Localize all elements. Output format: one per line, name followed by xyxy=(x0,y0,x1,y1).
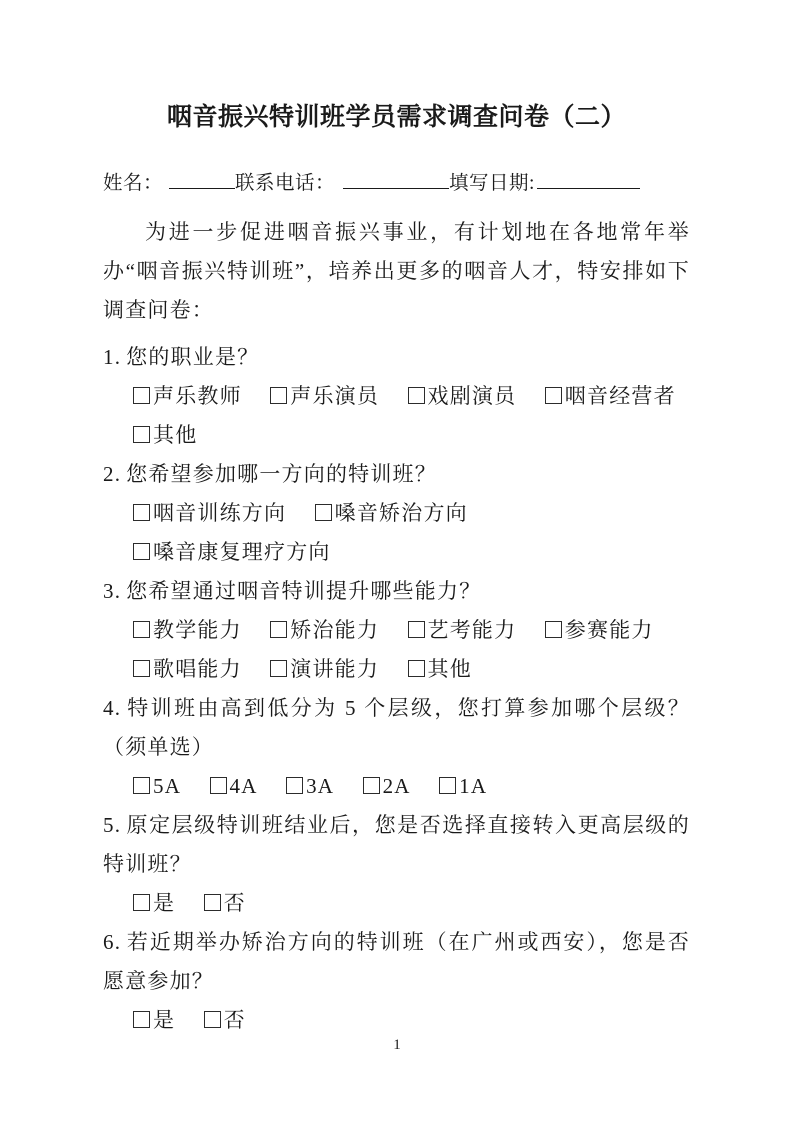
checkbox-option-label: 4A xyxy=(229,774,258,798)
question-5-options-row-1 xyxy=(103,884,690,923)
checkbox-icon[interactable] xyxy=(133,543,150,560)
question-1-number: 1. xyxy=(103,345,122,369)
checkbox-icon[interactable] xyxy=(363,777,380,794)
question-5 xyxy=(103,806,690,923)
checkbox-option[interactable] xyxy=(133,533,331,572)
question-3-options-row-2 xyxy=(103,650,690,689)
checkbox-icon[interactable] xyxy=(408,621,425,638)
phone-field-label: 联系电话： xyxy=(235,173,336,194)
question-1-label: 您的职业是？ xyxy=(126,345,260,369)
question-6-number: 6. xyxy=(103,930,122,954)
question-4-options-row-1 xyxy=(103,767,690,806)
checkbox-icon[interactable] xyxy=(133,660,150,677)
question-5-number: 5. xyxy=(103,813,122,837)
question-3-options-row-1 xyxy=(103,611,690,650)
checkbox-icon[interactable] xyxy=(210,777,227,794)
checkbox-icon[interactable] xyxy=(204,1011,221,1028)
question-2-number: 2. xyxy=(103,462,122,486)
checkbox-option-label: 是 xyxy=(153,891,176,915)
checkbox-option-label: 声乐演员 xyxy=(290,384,380,408)
date-field-label: 填写日期: xyxy=(449,173,535,194)
checkbox-icon[interactable] xyxy=(133,894,150,911)
date-blank-field[interactable] xyxy=(537,166,640,189)
question-4-number: 4. xyxy=(103,696,122,720)
questions-section xyxy=(103,338,690,1040)
checkbox-option[interactable] xyxy=(133,416,197,455)
checkbox-option[interactable] xyxy=(408,377,517,416)
question-4-label: 特训班由高到低分为 5 个层级，您打算参加哪个层级？（须单选） xyxy=(103,696,690,759)
checkbox-icon[interactable] xyxy=(408,387,425,404)
checkbox-icon[interactable] xyxy=(270,660,287,677)
question-3-text xyxy=(103,572,690,611)
checkbox-icon[interactable] xyxy=(133,504,150,521)
checkbox-icon[interactable] xyxy=(545,387,562,404)
question-6-text xyxy=(103,923,690,1001)
checkbox-icon[interactable] xyxy=(133,426,150,443)
checkbox-icon[interactable] xyxy=(204,894,221,911)
checkbox-option[interactable] xyxy=(286,767,334,806)
checkbox-option-label: 是 xyxy=(153,1008,176,1032)
checkbox-icon[interactable] xyxy=(133,1011,150,1028)
checkbox-option-label: 否 xyxy=(223,891,246,915)
checkbox-option-label: 3A xyxy=(306,774,335,798)
intro-paragraph: 为进一步促进咽音振兴事业，有计划地在各地常年举办“咽音振兴特训班”，培养出更多的咽音人才，特安排如下调查问卷： xyxy=(103,220,690,322)
name-blank-field[interactable] xyxy=(169,166,235,189)
checkbox-option[interactable] xyxy=(270,650,379,689)
checkbox-option-label: 声乐教师 xyxy=(153,384,242,408)
question-5-text xyxy=(103,806,690,884)
checkbox-icon[interactable] xyxy=(545,621,562,638)
question-6 xyxy=(103,923,690,1040)
checkbox-icon[interactable] xyxy=(133,387,150,404)
checkbox-option-label: 1A xyxy=(459,774,488,798)
checkbox-option[interactable] xyxy=(133,494,286,533)
question-2-text xyxy=(103,455,690,494)
question-2 xyxy=(103,455,690,572)
checkbox-option[interactable] xyxy=(133,884,175,923)
checkbox-option[interactable] xyxy=(133,611,242,650)
question-3 xyxy=(103,572,690,689)
checkbox-option-label: 嗓音矫治方向 xyxy=(334,501,468,525)
checkbox-option[interactable] xyxy=(270,611,379,650)
checkbox-option-label: 演讲能力 xyxy=(290,657,380,681)
phone-blank-field[interactable] xyxy=(343,166,449,189)
document-title: 咽音振兴特训班学员需求调查问卷（二） xyxy=(166,104,626,131)
checkbox-option[interactable] xyxy=(270,377,379,416)
checkbox-option[interactable] xyxy=(439,767,487,806)
checkbox-option[interactable] xyxy=(545,377,676,416)
question-6-label: 若近期举办矫治方向的特训班（在广州或西安），您是否愿意参加？ xyxy=(103,930,690,993)
checkbox-option-label: 矫治能力 xyxy=(290,618,380,642)
question-1 xyxy=(103,338,690,455)
checkbox-icon[interactable] xyxy=(408,660,425,677)
question-1-text xyxy=(103,338,690,377)
checkbox-option-label: 嗓音康复理疗方向 xyxy=(153,540,331,564)
checkbox-option-label: 教学能力 xyxy=(153,618,242,642)
checkbox-option-label: 咽音经营者 xyxy=(564,384,676,408)
question-1-options-row-2 xyxy=(103,416,690,455)
checkbox-option-label: 否 xyxy=(223,1008,246,1032)
checkbox-icon[interactable] xyxy=(133,621,150,638)
header-fields xyxy=(103,166,690,199)
page-number: 1 xyxy=(393,1037,401,1053)
checkbox-option[interactable] xyxy=(545,611,654,650)
checkbox-option[interactable] xyxy=(408,650,472,689)
checkbox-icon[interactable] xyxy=(270,387,287,404)
checkbox-icon[interactable] xyxy=(315,504,332,521)
question-2-label: 您希望参加哪一方向的特训班？ xyxy=(126,462,437,486)
checkbox-option-label: 参赛能力 xyxy=(564,618,654,642)
question-1-options-row-1 xyxy=(103,377,690,416)
question-5-label: 原定层级特训班结业后，您是否选择直接转入更高层级的特训班？ xyxy=(103,813,690,876)
question-3-label: 您希望通过咽音特训提升哪些能力？ xyxy=(126,579,482,603)
checkbox-option[interactable] xyxy=(133,767,181,806)
checkbox-icon[interactable] xyxy=(439,777,456,794)
checkbox-option-label: 咽音训练方向 xyxy=(153,501,287,525)
checkbox-option-label: 2A xyxy=(382,774,411,798)
checkbox-option-label: 艺考能力 xyxy=(427,618,517,642)
checkbox-icon[interactable] xyxy=(286,777,303,794)
checkbox-option-label: 其他 xyxy=(427,657,472,681)
checkbox-option-label: 5A xyxy=(153,774,182,798)
question-3-number: 3. xyxy=(103,579,122,603)
checkbox-option-label: 歌唱能力 xyxy=(153,657,242,681)
name-field-label: 姓名： xyxy=(103,173,164,194)
checkbox-option-label: 戏剧演员 xyxy=(427,384,517,408)
checkbox-option[interactable] xyxy=(204,884,246,923)
checkbox-option[interactable] xyxy=(210,767,258,806)
checkbox-option[interactable] xyxy=(315,494,468,533)
checkbox-option-label: 其他 xyxy=(153,423,198,447)
checkbox-option[interactable] xyxy=(133,377,242,416)
checkbox-icon[interactable] xyxy=(133,777,150,794)
question-4-text xyxy=(103,689,690,767)
checkbox-option[interactable] xyxy=(133,650,242,689)
checkbox-icon[interactable] xyxy=(270,621,287,638)
question-2-options-row-1 xyxy=(103,494,690,572)
checkbox-option[interactable] xyxy=(408,611,517,650)
question-4 xyxy=(103,689,690,806)
checkbox-option[interactable] xyxy=(363,767,411,806)
